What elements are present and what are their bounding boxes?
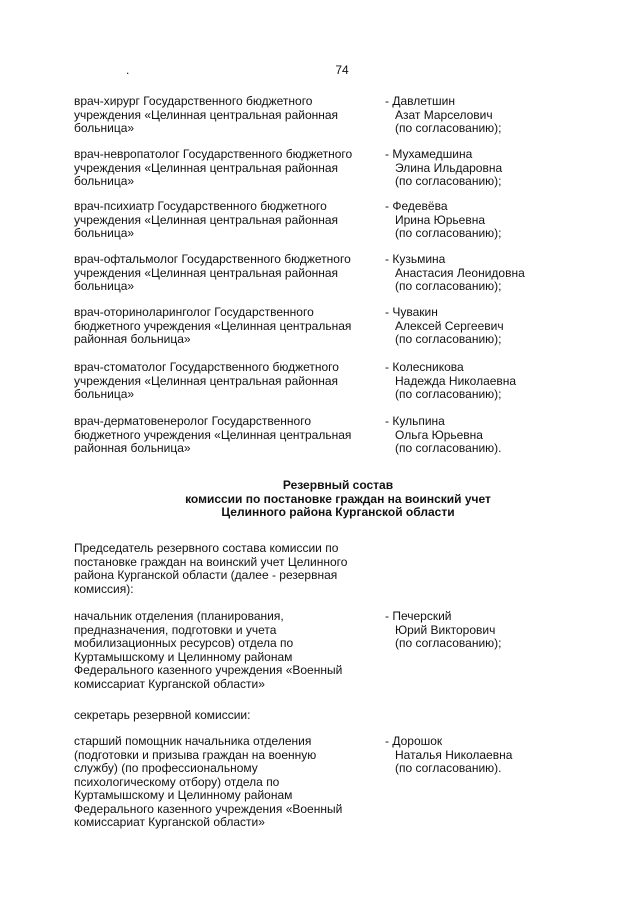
member-surname: Мухамедшина <box>392 147 473 161</box>
member-position: врач-оториноларинголог Государственного бюджетного учреждения «Целинная центральная районная больница» <box>74 305 352 346</box>
member-person: - Кульпина Ольга Юрьевна (по согласованию). <box>385 415 545 456</box>
heading-line: Целинного района Курганской области <box>221 505 455 519</box>
member-position: врач-хирург Государственного бюджетного учреждения «Целинная центральная районная больница» <box>74 94 339 135</box>
member-position: врач-психиатр Государственного бюджетного учреждения «Целинная центральная районная больница» <box>74 199 339 240</box>
member-given-name: Ирина Юрьевна <box>395 212 486 227</box>
member-person: - Кузьмина Анастасия Леонидовна (по согласованию); <box>385 253 545 294</box>
member-position: врач-дерматовенеролог Государственного бюджетного учреждения «Целинная центральная районная больница» <box>74 414 352 455</box>
member-note: (по согласованию); <box>395 279 502 293</box>
chairman-intro: Председатель резервного состава комиссии по постановке граждан на воинский учет Целинного района Курганской области (далее - резервная комиссия): <box>74 541 348 596</box>
member-given-name: Анастасия Леонидовна <box>395 265 525 280</box>
chairman-person: - Печерский Юрий Викторович (по согласованию); <box>385 610 545 651</box>
member-surname: Колесникова <box>392 360 464 374</box>
member-note: (по согласованию); <box>395 174 502 188</box>
member-given-name: Ольга Юрьевна <box>395 427 483 442</box>
member-given-name: Азат Марселович <box>395 107 493 122</box>
member-given-name: Надежда Николаевна <box>395 373 517 388</box>
stray-mark: . <box>126 63 130 77</box>
member-person: - Чувакин Алексей Сергеевич (по согласованию); <box>385 306 545 347</box>
secretary-surname: Дорошок <box>392 734 443 748</box>
member-surname: Чувакин <box>392 305 438 319</box>
chairman-given-name: Юрий Викторович <box>395 622 496 637</box>
secretary-position: старший помощник начальника отделения (подготовки и призыва граждан на военную службу) (по профессиональному психологическому отбору) отдела по Куртамышскому и Целинному районам Федерального казенного учреждения «Военный комиссариат Курганской области» <box>74 734 343 829</box>
member-person: - Мухамедшина Элина Ильдаровна (по согласованию); <box>385 148 545 189</box>
member-person: - Колесникова Надежда Николаевна (по согласованию); <box>385 361 545 402</box>
member-person: - Давлетшин Азат Марселович (по согласованию); <box>385 95 545 136</box>
member-note: (по согласованию); <box>395 387 502 401</box>
member-note: (по согласованию); <box>395 332 502 346</box>
secretary-intro: секретарь резервной комиссии: <box>74 708 251 722</box>
member-person: - Федевёва Ирина Юрьевна (по согласованию); <box>385 200 545 241</box>
secretary-person: - Дорошок Наталья Николаевна (по согласованию). <box>385 735 545 776</box>
member-surname: Кульпина <box>392 414 445 428</box>
secretary-given-name: Наталья Николаевна <box>395 747 513 762</box>
chairman-surname: Печерский <box>392 609 452 623</box>
member-note: (по согласованию). <box>395 441 502 455</box>
member-given-name: Элина Ильдаровна <box>395 160 503 175</box>
page-number: 74 <box>335 63 349 77</box>
chairman-position: начальник отделения (планирования, предназначения, подготовки и учета мобилизационных ресурсов) отдела по Куртамышскому и Целинному районам Федерального казенного учреждения «Военный комиссариат Курганской области» <box>74 609 343 691</box>
member-position: врач-невропатолог Государственного бюджетного учреждения «Целинная центральная районная больница» <box>74 147 353 188</box>
member-note: (по согласованию); <box>395 226 502 240</box>
member-note: (по согласованию); <box>395 121 502 135</box>
member-given-name: Алексей Сергеевич <box>395 318 504 333</box>
heading-line: комиссии по постановке граждан на воинский учет <box>185 491 491 506</box>
section-heading <box>18 479 640 520</box>
secretary-note: (по согласованию). <box>395 761 502 775</box>
heading-line: Резервный состав <box>282 478 394 492</box>
member-position: врач-стоматолог Государственного бюджетного учреждения «Целинная центральная районная больница» <box>74 360 339 401</box>
chairman-note: (по согласованию); <box>395 636 502 650</box>
member-surname: Давлетшин <box>392 94 455 108</box>
member-surname: Кузьмина <box>392 252 446 266</box>
member-position: врач-офтальмолог Государственного бюджетного учреждения «Целинная центральная районная больница» <box>74 252 351 293</box>
member-surname: Федевёва <box>392 199 448 213</box>
